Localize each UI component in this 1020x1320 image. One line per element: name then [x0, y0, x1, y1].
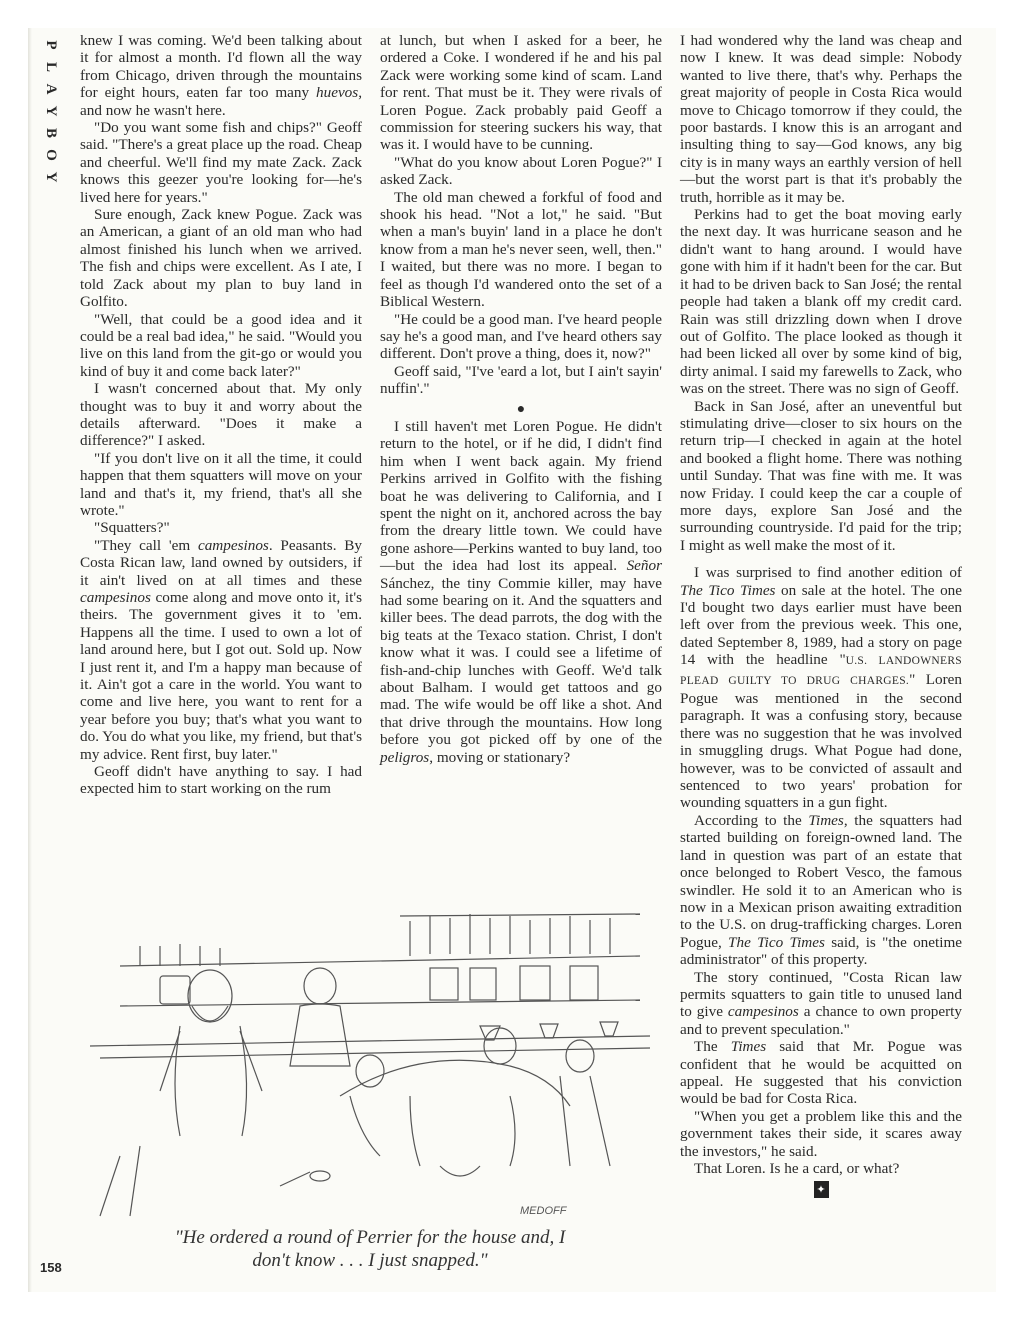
section-separator: ● [516, 401, 526, 417]
col3b-paragraph: The story continued, "Costa Rican law permits squatters to gain title to unused land to give campesinos a chance to own property and to prevent speculation." [680, 968, 962, 1038]
col2-paragraph: at lunch, but when I asked for a beer, he ordered a Coke. I wondered if he and his pal Zack were working some kind of scam. Land for rent. That must be it. They were rivals of Loren Pogue. Zack probably paid Geoff a commission for steering suckers his way, that was it. I would have to be cunning. [380, 32, 662, 154]
col3-paragraph: I had wondered why the land was cheap and now I knew. It was dead simple: Nobody wanted to live there, that's why. Perhaps the great majority of people in Costa Rica would move to Chicago tomorrow if they could, the poor bastards. I know this is an arrogant and insulting thing to say—God knows, any big city is in many ways an earthly version of hell—but the worst part is that it's probably the truth, horrible as it may be. [680, 32, 962, 206]
col1-paragraph: Geoff didn't have anything to say. I had expected him to start working on the rum [80, 763, 362, 798]
col1-paragraph: "They call 'em campesinos. Peasants. By Costa Rican law, land owned by outsiders, if it ain't lived on at all times and these campesinos come along and move onto it, it's theirs. The government gives it to 'em. Happens all the time. I used to own a lot of land around here, but I got out. Sold up. Now I just rent it, and I'm a happy man because of it. Ain't got a care in the world. You want to come and live here, you want to rent for a year before you buy; that's what you want to do. You do what you like, my friend, but that's my advice. Rent first, buy later." [80, 536, 362, 763]
masthead-letter: Y [43, 105, 59, 117]
cartoon-caption [80, 1226, 660, 1272]
col2-paragraph: "What do you know about Loren Pogue?" I asked Zack. [380, 153, 662, 189]
col2-paragraph: Geoff said, "I've 'eard a lot, but I ain't sayin' nuffin'." [380, 362, 662, 398]
col2-paragraph: The old man chewed a forkful of food and shook his head. "Not a lot," he said. "But when a man's buyin' land in a place he don't know from a man he's never seen, well, then." I waited, but there was no more. I began to feel as though I'd wandered onto the set of a Biblical Western. [380, 188, 662, 311]
col3b-paragraph: I was surprised to find another edition of The Tico Times on sale at the hotel. The one I'd bought two days earlier must have been left over from the previous week. This one, dated September 8, 1989, had a story on page 14 with the headline "U.S. LANDOWNERS PLEAD GUILTY TO DRUG CHARGES." Loren Pogue was mentioned in the second paragraph. It was a confusing story, because there was no suggestion that he was involved in smuggling drugs. What Pogue had done, however, was to be convicted of assault and sentenced to two years' probation for wounding squatters in a gun fight. [680, 564, 963, 812]
masthead-letter: L [43, 61, 59, 72]
col1-paragraph: knew I was coming. We'd been talking about it for almost a month. I'd flown all the way from Chicago, driven through the mountains for eight hours, eaten far too many huevos, and now he wasn't here. [80, 32, 362, 119]
col3b-paragraph: That Loren. Is he a card, or what? [694, 1160, 900, 1177]
magazine-page [28, 28, 996, 1292]
col3b-paragraph: The Times said that Mr. Pogue was confident that he would be acquitted on appeal. He suggested that his conviction would be bad for Costa Rica. [680, 1038, 962, 1108]
end-mark-icon: ✦ [814, 1181, 829, 1198]
col1-paragraph: "Well, that could be a good idea and it could be a real bad idea," he said. "Would you live on this land from the git-go or would you kind of buy it and come back later?" [80, 310, 362, 380]
col1-paragraph: I wasn't concerned about that. My only thought was to buy it and worry about the details afterward. "Does it make a difference?" I asked. [80, 380, 362, 450]
col1-paragraph: "Squatters?" [94, 519, 170, 537]
col2-paragraph: "He could be a good man. I've heard people say he's a good man, and I've heard others say different. Don't prove a thing, does it, now?" [380, 310, 662, 363]
cartoon-illustration [80, 896, 660, 1226]
masthead-letter: A [43, 83, 59, 95]
page-number: 158 [40, 1260, 62, 1275]
cartoon-signature: MEDOFF [520, 1205, 567, 1217]
caption-line-2: don't know . . . I just snapped." [252, 1250, 488, 1271]
text-column-1 [80, 32, 362, 798]
col3-paragraph: Back in San José, after an uneventful but stimulating drive—closer to six hours on the return trip—I checked in again at the hotel and booked a flight home. There was nothing until Sunday. That was fine with me. It was now Friday. I could keep the car a couple of more days, explore San José and the surrounding countryside. I'd paid for the trip; I might as well make the most of it. [680, 397, 962, 554]
col1-paragraph: Sure enough, Zack knew Pogue. Zack was an American, a giant of an old man who had almost finished his lunch when we arrived. The fish and chips were excellent. As I ate, I told Zack about my plan to buy land in Golfito. [80, 206, 362, 311]
col2b-paragraph: I still haven't met Loren Pogue. He didn't return to the hotel, or if he did, I didn't find him when I went back again. My friend Perkins arrived in Golfito with the fishing boat he was delivering to California, and I spent the night on it, anchored across the bay from the dreary little town. We could have gone ashore—Perkins wanted to buy land, too—but the idea had lost its appeal. Señor Sánchez, the tiny Commie killer, may have had some bearing on it. And the squatters and killer bees. The dead parrots, the dog with the big teats at the Texaco station. Christ, I don't know what it was. I could see a lifetime of fish-and-chip lunches with Geoff. We'd talk about Balham. I would get tattoos and go mad. The wife would be off like a shot. And that drive through the mountains. How long before you got picked off by one of the peligros, moving or stationary? [380, 417, 662, 766]
col3b-paragraph: According to the Times, the squatters had started building on foreign-owned land. The land in question was part of an estate that once belonged to Robert Vesco, the famous swindler. He sold it to an American who is now in a Mexican prison awaiting extradition to the U.S. on drug-trafficking charges. Loren Pogue, The Tico Times said, is "the onetime administrator" of this property. [680, 811, 963, 969]
text-column-2 [380, 32, 662, 766]
page-fold-shadow [28, 28, 32, 1292]
caption-line-1: "He ordered a round of Perrier for the house and, I [174, 1227, 566, 1248]
masthead-letter: Y [43, 171, 59, 183]
masthead-letter: B [43, 127, 59, 138]
masthead-letter: O [43, 149, 59, 161]
text-column-3 [680, 32, 962, 1198]
masthead-letter: P [43, 40, 59, 50]
masthead-vertical [38, 34, 64, 188]
col3-paragraph: Perkins had to get the boat moving early the next day. It was hurricane season and he didn't want to hang around. I would have gone with him if it hadn't been for the car. But it had to be driven back to San José; the rental people had taken a blank off my credit card. Rain was still drizzling down when I drove out of Golfito. The place looked as though it had been licked all over by some kind of big, dirty animal. I said my farewells to Zack, who was on the street. There was no sign of Geoff. [680, 206, 962, 398]
col1-paragraph: "If you don't live on it all the time, it could happen that them squatters will move on your land and that's it, my friend, that's all she wrote." [80, 449, 362, 519]
col1-paragraph: "Do you want some fish and chips?" Geoff said. "There's a great place up the road. Cheap and cheerful. We'll find my mate Zack. Zack knows this geezer you're looking for—he's lived here for years." [80, 119, 362, 206]
col3b-paragraph: "When you get a problem like this and the government takes their side, it scares away the investors," he said. [680, 1107, 962, 1160]
